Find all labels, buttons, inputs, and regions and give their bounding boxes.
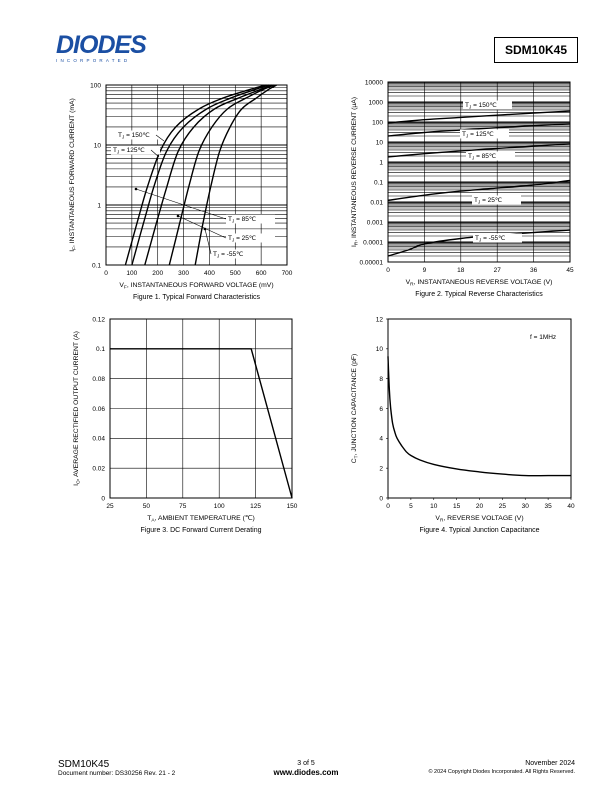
label-arrow-head <box>204 228 207 231</box>
series-label: $T_J$ = 85℃ <box>228 216 257 224</box>
x-tick-label: 700 <box>281 270 293 277</box>
label-arrow-head <box>135 188 138 191</box>
x-axis-label: $V_R$, INSTANTANEOUS REVERSE VOLTAGE (V) <box>405 279 553 288</box>
chart-2 <box>351 79 574 298</box>
y-tick-label: 0.1 <box>95 346 105 354</box>
y-tick-label: 12 <box>375 316 383 324</box>
x-tick-label: 0 <box>386 503 390 510</box>
series-label: $T_J$ = 25℃ <box>228 235 257 243</box>
x-tick-label: 500 <box>229 270 241 277</box>
x-tick-label: 36 <box>529 267 538 274</box>
series-line-1 <box>388 356 571 475</box>
footer-copyright: © 2024 Copyright Diodes Incorporated. All Rights Reserved. <box>428 769 575 775</box>
series-label: $T_J$ = 125℃ <box>113 147 145 155</box>
y-tick-label: 0.001 <box>366 219 383 227</box>
y-tick-label: 0 <box>101 495 105 503</box>
footer-date: November 2024 <box>525 760 575 767</box>
y-tick-label: 10000 <box>364 79 383 87</box>
label-leader <box>205 229 211 254</box>
x-tick-label: 25 <box>498 503 506 510</box>
x-tick-label: 45 <box>566 267 574 274</box>
footer-page-number: 3 of 5 <box>297 760 315 767</box>
chart-title: Figure 1. Typical Forward Characteristics <box>132 294 261 301</box>
footer-part: SDM10K45 <box>58 759 110 770</box>
y-tick-label: 0 <box>379 495 383 503</box>
chart-annotation: f = 1MHz <box>530 334 557 341</box>
x-tick-label: 35 <box>544 503 552 510</box>
y-tick-label: 6 <box>379 405 383 413</box>
y-tick-label: 1000 <box>368 99 383 107</box>
x-axis-label: $T_A$, AMBIENT TEMPERATURE (℃) <box>147 515 255 524</box>
x-tick-label: 40 <box>567 503 575 510</box>
x-tick-label: 75 <box>179 503 187 510</box>
x-tick-label: 0 <box>104 270 108 277</box>
series-label: $T_J$ = 125℃ <box>462 131 494 139</box>
x-tick-label: 150 <box>286 503 298 510</box>
y-tick-label: 0.12 <box>92 316 105 324</box>
series-label: $T_J$ = 25℃ <box>474 197 503 205</box>
y-axis-label: $I_O$, AVERAGE RECTIFIED OUTPUT CURRENT (A) <box>73 331 82 486</box>
x-tick-label: 600 <box>255 270 267 277</box>
x-tick-label: 300 <box>178 270 190 277</box>
y-tick-label: 0.01 <box>370 199 383 207</box>
x-tick-label: 5 <box>409 503 413 510</box>
chart-1 <box>69 82 293 301</box>
series-label: $T_J$ = 150℃ <box>118 132 150 140</box>
x-axis-label: $V_F$, INSTANTANEOUS FORWARD VOLTAGE (mV) <box>119 282 274 291</box>
chart-title: Figure 4. Typical Junction Capacitance <box>419 527 540 534</box>
y-tick-label: 0.06 <box>92 405 105 413</box>
y-tick-label: 0.1 <box>91 262 101 270</box>
y-tick-label: 2 <box>379 465 383 473</box>
y-tick-label: 100 <box>372 119 383 127</box>
label-arrow-head <box>177 215 180 218</box>
series-line-1 <box>388 111 570 123</box>
part-number-box: SDM10K45 <box>494 37 578 63</box>
x-tick-label: 18 <box>457 267 465 274</box>
logo-subtitle: INCORPORATED <box>56 58 131 63</box>
x-tick-label: 50 <box>142 503 151 510</box>
y-tick-label: 10 <box>375 139 383 147</box>
x-tick-label: 200 <box>152 270 164 277</box>
x-tick-label: 25 <box>106 503 114 510</box>
x-tick-label: 100 <box>213 503 225 510</box>
footer-website[interactable]: www.diodes.com <box>273 768 339 777</box>
y-tick-label: 0.1 <box>373 179 383 187</box>
footer-doc-number: Document number: DS30256 Rev. 21 - 2 <box>58 770 176 777</box>
x-tick-label: 125 <box>250 503 262 510</box>
x-tick-label: 10 <box>430 503 438 510</box>
x-tick-label: 15 <box>453 503 461 510</box>
chart-title: Figure 2. Typical Reverse Characteristics <box>415 291 543 298</box>
chart-title: Figure 3. DC Forward Current Derating <box>140 527 262 534</box>
series-label: $T_J$ = -55℃ <box>475 235 506 243</box>
y-tick-label: 8 <box>379 375 383 383</box>
y-axis-label: $I_R$, INSTANTANEOUS REVERSE CURRENT (µA) <box>351 96 360 248</box>
x-tick-label: 30 <box>521 503 529 510</box>
x-tick-label: 27 <box>493 267 501 274</box>
x-tick-label: 9 <box>422 267 427 274</box>
chart-3 <box>73 316 298 534</box>
series-label: $T_J$ = 85℃ <box>468 153 497 161</box>
y-tick-label: 0.08 <box>92 375 105 383</box>
y-axis-label: $I_F$, INSTANTANEOUS FORWARD CURRENT (mA) <box>69 98 78 252</box>
y-tick-label: 1 <box>379 159 383 167</box>
y-tick-label: 0.02 <box>92 465 105 473</box>
y-tick-label: 1 <box>97 202 101 210</box>
x-axis-label: $V_R$, REVERSE VOLTAGE (V) <box>435 515 524 524</box>
chart-4 <box>351 316 575 534</box>
y-tick-label: 10 <box>93 142 101 150</box>
y-tick-label: 0.04 <box>92 435 105 443</box>
series-label: $T_J$ = 150℃ <box>465 102 497 110</box>
x-tick-label: 400 <box>203 270 215 277</box>
y-tick-label: 0.0001 <box>363 239 383 247</box>
series-label: $T_J$ = -55℃ <box>213 251 244 259</box>
logo-word: DIODES <box>56 31 146 59</box>
series-line-1 <box>110 349 292 498</box>
y-tick-label: 10 <box>375 346 383 354</box>
x-tick-label: 0 <box>386 267 390 274</box>
y-tick-label: 4 <box>379 435 383 443</box>
y-tick-label: 100 <box>90 82 101 90</box>
plot-frame <box>388 319 571 498</box>
x-tick-label: 100 <box>126 270 138 277</box>
chart-3-grid <box>110 319 292 498</box>
x-tick-label: 20 <box>475 503 484 510</box>
y-tick-label: 0.00001 <box>359 259 383 267</box>
y-axis-label: $C_T$, JUNCTION CAPACITANCE (pF) <box>351 353 360 464</box>
